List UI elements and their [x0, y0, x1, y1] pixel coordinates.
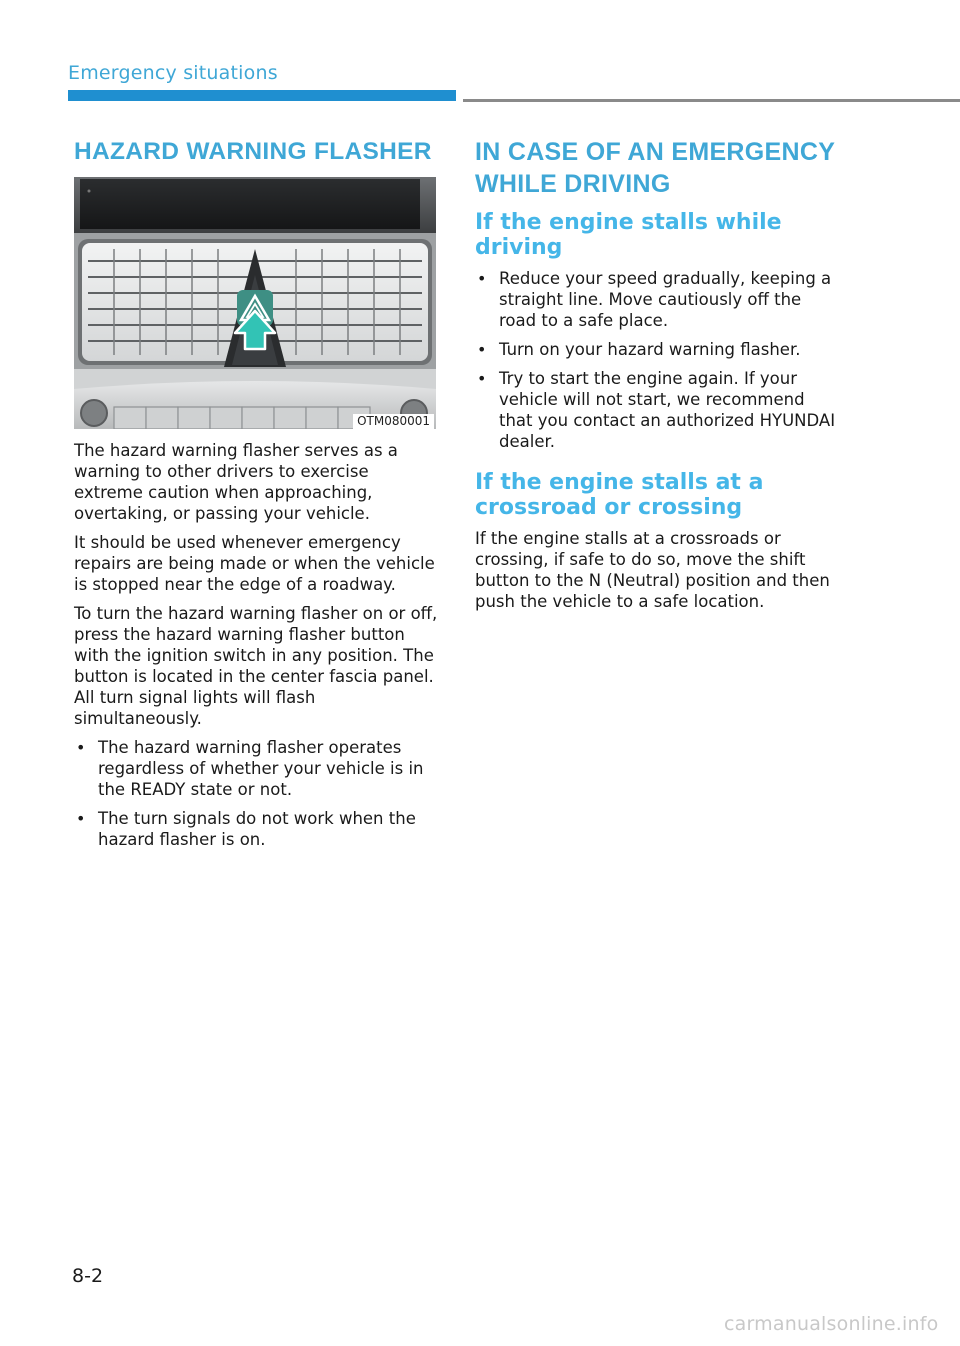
- bullet-icon: •: [477, 269, 487, 288]
- heading-hazard-warning-flasher: HAZARD WARNING FLASHER: [74, 138, 432, 165]
- heading-emergency-line-2: WHILE DRIVING: [475, 170, 671, 198]
- bullet-list: [74, 737, 440, 850]
- header-rule-gray: [463, 99, 960, 102]
- bullet-icon: •: [477, 369, 487, 388]
- list-item: • The hazard warning flasher operates regardless of whether your vehicle is in the READY state or not.: [76, 738, 424, 799]
- list-item: • Turn on your hazard warning flasher.: [477, 340, 801, 359]
- paragraph: The hazard warning flasher serves as a warning to other drivers to exercise extreme caution when approaching, overtaking, or passing your vehicle.: [74, 441, 398, 523]
- paragraph: It should be used whenever emergency repairs are being made or when the vehicle is stopped near the edge of a roadway.: [74, 533, 435, 594]
- bullet-icon: •: [76, 809, 86, 828]
- bullet-icon: •: [477, 340, 487, 359]
- subheading-stalls-at-crossroad: If the engine stalls at a crossroad or crossing: [475, 470, 764, 520]
- dashboard-illustration: [74, 177, 436, 429]
- paragraph: To turn the hazard warning flasher on or off, press the hazard warning flasher button with the ignition switch in any position. The button is located in the center fascia panel. All turn signal lights will flash simultaneously.: [74, 604, 438, 728]
- bullet-icon: •: [76, 738, 86, 757]
- figure-code: OTM080001: [353, 414, 434, 429]
- section-title: Emergency situations: [68, 62, 278, 84]
- display-screen: [80, 179, 420, 229]
- list-item: • Try to start the engine again. If your vehicle will not start, we recommend that you contact an authorized HYUNDAI dealer.: [477, 369, 836, 451]
- watermark: carmanualsonline.info: [724, 1313, 939, 1335]
- right-column: [475, 136, 837, 620]
- left-column: [74, 136, 440, 858]
- heading-emergency-line-1: IN CASE OF AN EMERGENCY: [475, 138, 836, 166]
- list-item: • The turn signals do not work when the hazard flasher is on.: [76, 809, 416, 849]
- hazard-button-figure: [74, 177, 436, 429]
- bullet-list: [475, 268, 837, 452]
- page-number: 8-2: [72, 1265, 104, 1287]
- header-rule-blue: [68, 90, 456, 101]
- subheading-stalls-while-driving: If the engine stalls while driving: [475, 210, 782, 260]
- list-item: • Reduce your speed gradually, keeping a straight line. Move cautiously off the road to a safe place.: [477, 269, 832, 330]
- paragraph: If the engine stalls at a crossroads or crossing, if safe to do so, move the shift button to the N (Neutral) position and then push the vehicle to a safe location.: [475, 529, 830, 611]
